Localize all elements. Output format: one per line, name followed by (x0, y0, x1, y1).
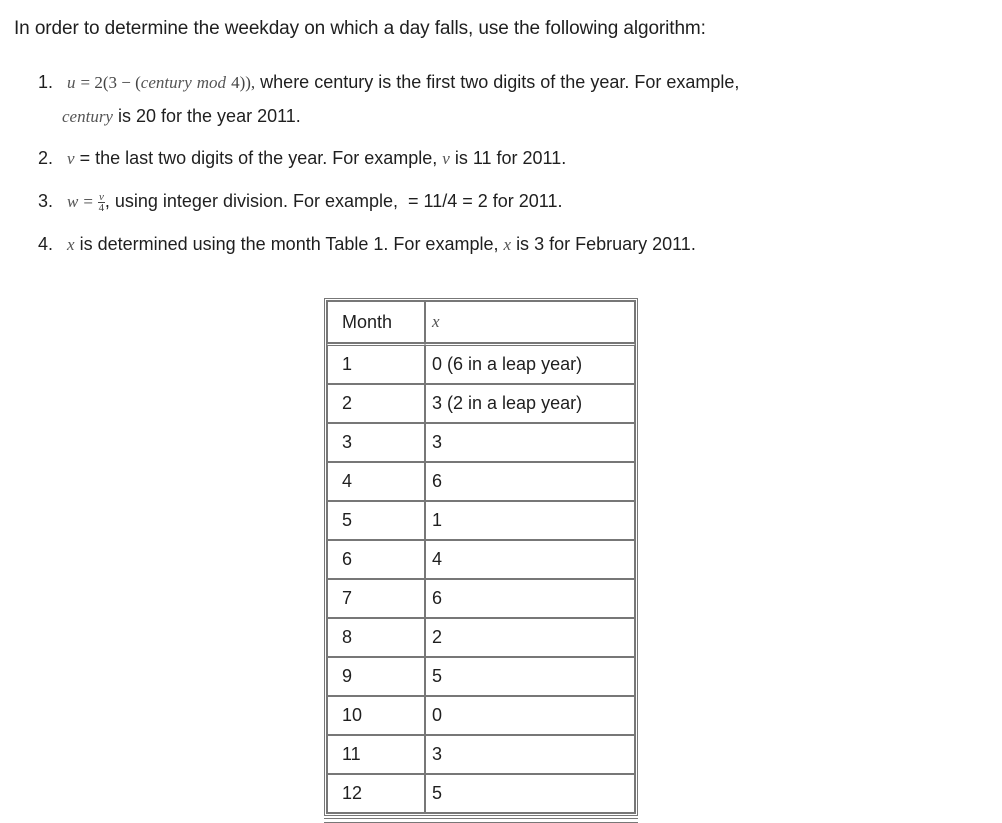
step-number: 3. (38, 191, 54, 211)
step-1 (38, 64, 988, 132)
cell-x: 2 (425, 618, 635, 657)
intro-text: In order to determine the weekday on which a day falls, use the following algorithm: (14, 18, 706, 39)
table-row (327, 540, 635, 579)
cell-month: 11 (327, 735, 425, 774)
month-table-wrap (324, 298, 638, 823)
cell-month: 9 (327, 657, 425, 696)
cell-x: 0 (6 in a leap year) (425, 343, 635, 384)
step-text: = 11/4 = 2 for 2011. (408, 191, 563, 211)
math-var-v: v (67, 149, 75, 168)
header-month: Month (327, 301, 425, 343)
header-x: x (425, 301, 635, 343)
step-text: is determined using the month Table 1. For example, (79, 234, 499, 254)
step-4 (38, 226, 988, 263)
step-3 (38, 183, 988, 220)
step-text: where century is the first two digits of the year. For example, (260, 72, 740, 92)
cell-month: 7 (327, 579, 425, 618)
table-row (327, 462, 635, 501)
step-continuation (38, 101, 988, 132)
math-var-century: century (62, 107, 113, 126)
table-row (327, 774, 635, 813)
table-row (327, 343, 635, 384)
math-var-v: v (442, 149, 450, 168)
math-var-century: century (140, 73, 192, 92)
cell-month: 8 (327, 618, 425, 657)
cell-month: 10 (327, 696, 425, 735)
cell-x: 3 (2 in a leap year) (425, 384, 635, 423)
table-row (327, 579, 635, 618)
cell-x: 6 (425, 579, 635, 618)
math-var-x: x (503, 235, 512, 254)
cell-x: 6 (425, 462, 635, 501)
math-fraction (98, 192, 105, 213)
cell-month: 3 (327, 423, 425, 462)
cell-x: 4 (425, 540, 635, 579)
cell-month: 6 (327, 540, 425, 579)
cell-x: 5 (425, 774, 635, 813)
cell-x: 1 (425, 501, 635, 540)
math-equals: = (83, 192, 93, 211)
table-body (327, 343, 635, 813)
table-row (327, 423, 635, 462)
table-row (327, 618, 635, 657)
cell-month: 4 (327, 462, 425, 501)
cell-month: 2 (327, 384, 425, 423)
month-table (324, 298, 638, 816)
step-text: is 20 for the year 2011. (118, 106, 301, 126)
table-row (327, 735, 635, 774)
table-row (327, 501, 635, 540)
table-row (327, 384, 635, 423)
step-text: , using integer division. For example, (104, 191, 399, 211)
table-bottom-rule (324, 818, 638, 823)
step-2 (38, 140, 988, 177)
cell-x: 3 (425, 735, 635, 774)
math-var-x: x (67, 235, 75, 254)
cell-x: 3 (425, 423, 635, 462)
math-expression: = 2(3 − ( (80, 73, 141, 92)
step-number: 4. (38, 234, 54, 254)
step-number: 2. (38, 148, 54, 168)
math-mod: mod (196, 73, 227, 92)
cell-x: 5 (425, 657, 635, 696)
table-row (327, 657, 635, 696)
fraction-numerator: v (98, 190, 104, 203)
fraction-denominator: 4 (98, 201, 105, 214)
math-var-w: w (67, 192, 79, 211)
cell-month: 5 (327, 501, 425, 540)
table-header-row (327, 301, 635, 343)
cell-month: 12 (327, 774, 425, 813)
step-text: is 11 for 2011. (454, 148, 567, 168)
step-number: 1. (38, 72, 54, 92)
step-text: = the last two digits of the year. For example, (79, 148, 438, 168)
math-var-u: u (67, 73, 76, 92)
table-row (327, 696, 635, 735)
math-expression-tail: 4)), (231, 73, 256, 92)
algorithm-steps (38, 64, 988, 263)
cell-x: 0 (425, 696, 635, 735)
step-text: is 3 for February 2011. (516, 234, 696, 254)
cell-month: 1 (327, 343, 425, 384)
